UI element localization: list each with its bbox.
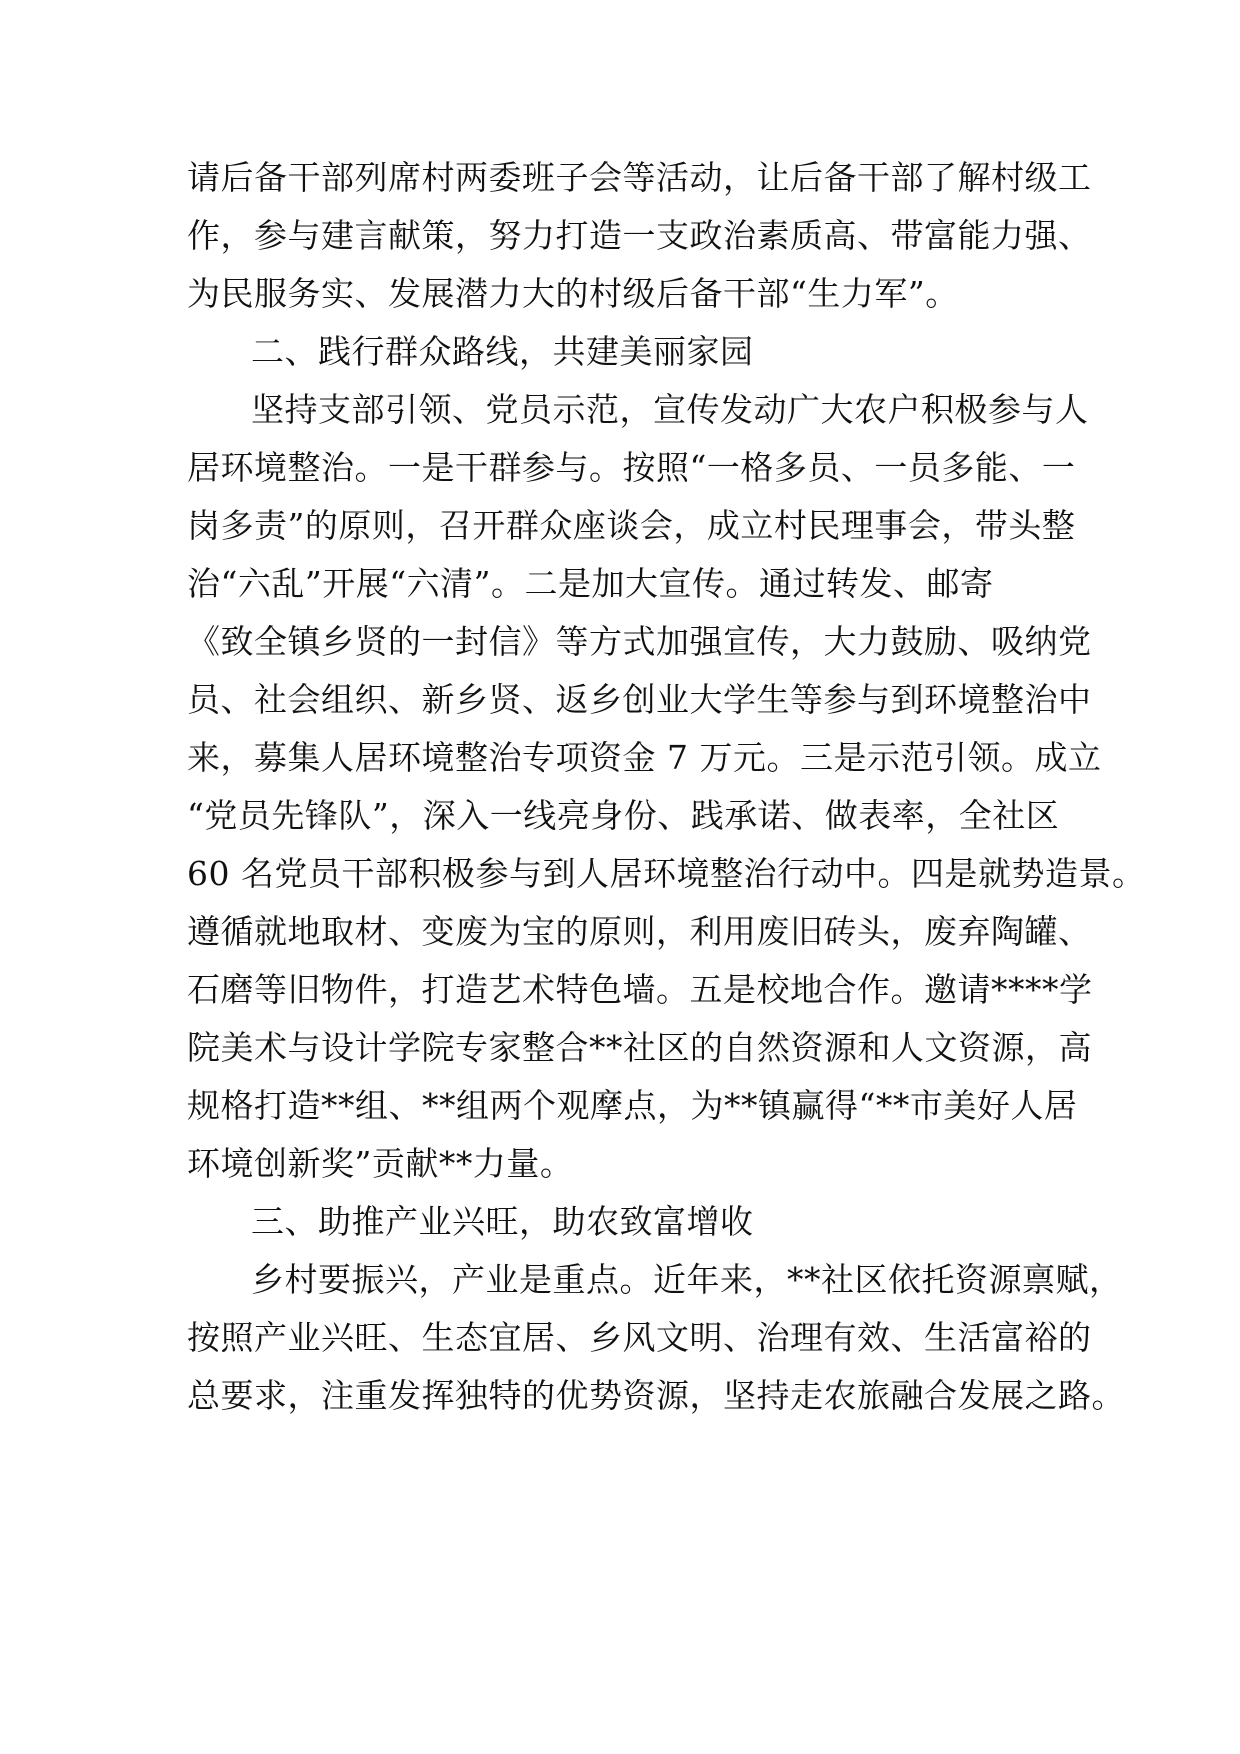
paragraph-line: 《致全镇乡贤的一封信》等方式加强宣传，大力鼓励、吸纳党 bbox=[187, 622, 1092, 661]
paragraph-line: 60 名党员干部积极参与到人居环境整治行动中。四是就势造景。 bbox=[187, 854, 1146, 893]
paragraph-line: 治“六乱”开展“六清”。二是加大宣传。通过转发、邮寄 bbox=[187, 564, 994, 603]
paragraph-line: 遵循就地取材、变废为宝的原则，利用废旧砖头，废弃陶罐、 bbox=[187, 912, 1092, 951]
paragraph-line: 坚持支部引领、党员示范，宣传发动广大农户积极参与人 bbox=[251, 390, 1089, 429]
paragraph-line: 员、社会组织、新乡贤、返乡创业大学生等参与到环境整治中 bbox=[187, 680, 1092, 719]
paragraph-line: 请后备干部列席村两委班子会等活动，让后备干部了解村级工 bbox=[187, 158, 1092, 197]
paragraph-line: 岗多责”的原则，召开群众座谈会，成立村民理事会，带头整 bbox=[187, 506, 1076, 545]
paragraph-line: 环境创新奖”贡献**力量。 bbox=[187, 1144, 574, 1183]
paragraph-line: 按照产业兴旺、生态宜居、乡风文明、治理有效、生活富裕的 bbox=[187, 1318, 1092, 1357]
paragraph-line: 规格打造**组、**组两个观摩点，为**镇赢得“**市美好人居 bbox=[187, 1086, 1078, 1125]
paragraph-line: 乡村要振兴，产业是重点。近年来，**社区依托资源禀赋， bbox=[251, 1260, 1123, 1299]
paragraph-line: 石磨等旧物件，打造艺术特色墙。五是校地合作。邀请****学 bbox=[187, 970, 1093, 1009]
section-heading: 三、助推产业兴旺，助农致富增收 bbox=[251, 1202, 754, 1241]
paragraph-line: 来，募集人居环境整治专项资金 7 万元。三是示范引领。成立 bbox=[187, 738, 1102, 777]
paragraph-line: 作，参与建言献策，努力打造一支政治素质高、带富能力强、 bbox=[187, 216, 1092, 255]
paragraph-line: 总要求，注重发挥独特的优势资源，坚持走农旅融合发展之路。 bbox=[187, 1376, 1125, 1415]
section-heading: 二、践行群众路线，共建美丽家园 bbox=[251, 332, 754, 371]
paragraph-line: “党员先锋队”，深入一线亮身份、践承诺、做表率，全社区 bbox=[187, 796, 1060, 835]
paragraph-line: 院美术与设计学院专家整合**社区的自然资源和人文资源，高 bbox=[187, 1028, 1092, 1067]
paragraph-line: 为民服务实、发展潜力大的村级后备干部“生力军”。 bbox=[187, 274, 959, 313]
paragraph-line: 居环境整治。一是干群参与。按照“一格多员、一员多能、一 bbox=[187, 448, 1076, 487]
